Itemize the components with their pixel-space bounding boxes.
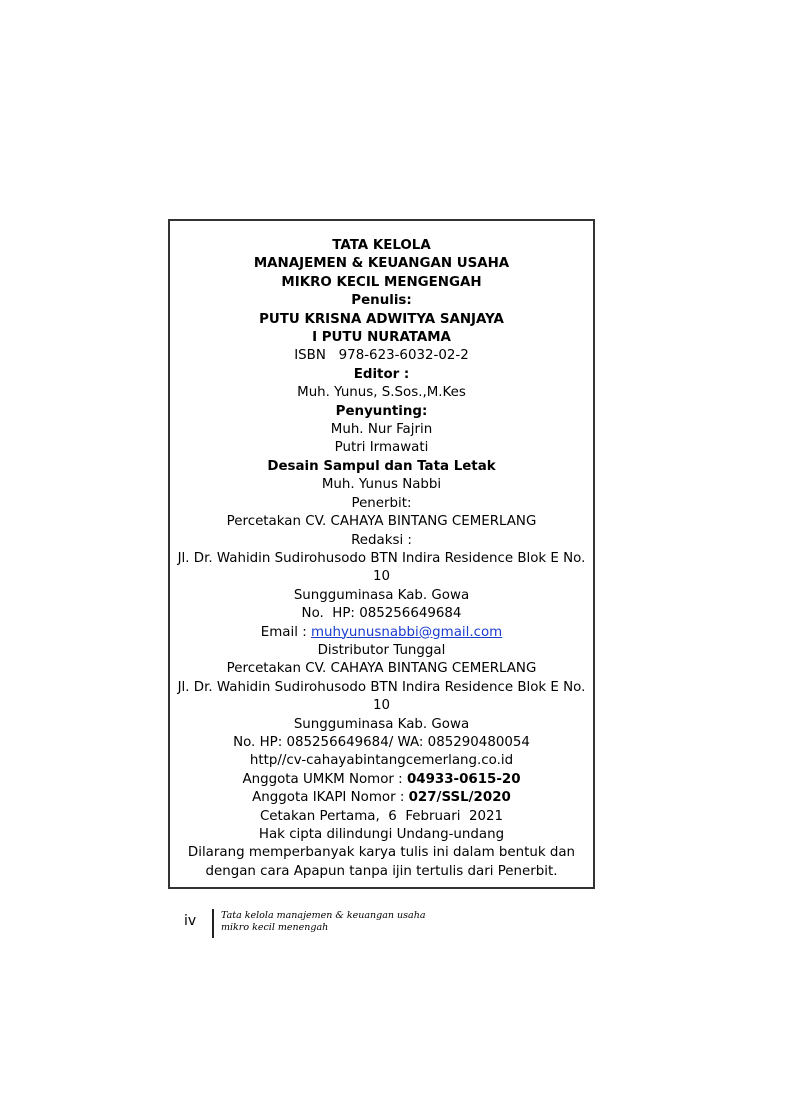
author-1: PUTU KRISNA ADWITYA SANJAYA xyxy=(259,311,504,327)
page-number: iv xyxy=(184,913,197,929)
editor-label: Editor : xyxy=(353,366,410,382)
imprint-box xyxy=(168,219,595,889)
email-link[interactable]: muhyunusnabbi@gmail.com xyxy=(310,624,503,640)
book-title-line-2: MANAJEMEN & KEUANGAN USAHA xyxy=(253,256,510,272)
copyright-notice: Hak cipta dilindungi Undang-undang xyxy=(258,827,505,842)
editor-name: Muh. Yunus, S.Sos.,M.Kes xyxy=(297,385,466,401)
publisher-label: Penerbit: xyxy=(351,495,412,511)
publisher-name: Percetakan CV. CAHAYA BINTANG CEMERLANG xyxy=(226,514,537,530)
distributor-name: Percetakan CV. CAHAYA BINTANG CEMERLANG xyxy=(226,661,537,677)
author-2: I PUTU NURATAMA xyxy=(312,330,451,346)
editorial-city: Sungguminasa Kab. Gowa xyxy=(293,587,470,603)
distributor-phone: No. HP: 085256649684/ WA: 085290480054 xyxy=(233,734,530,750)
copyeditor-label: Penyunting: xyxy=(335,403,428,419)
email-line xyxy=(170,624,593,642)
book-title-line-3: MIKRO KECIL MENGENGAH xyxy=(281,274,482,290)
design-label: Desain Sampul dan Tata Letak xyxy=(267,458,496,474)
authors-label: Penulis: xyxy=(351,293,412,309)
copyeditor-1: Muh. Nur Fajrin xyxy=(330,422,433,438)
edition: Cetakan Pertama, 6 Februari 2021 xyxy=(259,808,504,824)
footer-divider xyxy=(212,909,214,938)
editorial-phone: No. HP: 085256649684 xyxy=(301,606,462,622)
distributor-city: Sungguminasa Kab. Gowa xyxy=(293,716,470,732)
editorial-address: Jl. Dr. Wahidin Sudirohusodo BTN Indira Residence Blok E No. 10 xyxy=(177,550,586,585)
umkm-line xyxy=(170,771,593,789)
running-title xyxy=(221,910,426,934)
running-title-line-1: Tata kelola manajemen & keuangan usaha xyxy=(221,910,426,921)
copyeditor-2: Putri Irmawati xyxy=(334,440,429,456)
umkm-number: 04933-0615-20 xyxy=(406,771,521,787)
book-title-line-1: TATA KELOLA xyxy=(332,238,431,253)
email-label: Email : xyxy=(260,624,311,640)
ikapi-number: 027/SSL/2020 xyxy=(408,790,511,806)
running-title-line-2: mikro kecil menengah xyxy=(221,922,329,933)
ikapi-line xyxy=(170,789,593,807)
website: http//cv-cahayabintangcemerlang.co.id xyxy=(249,753,514,769)
imprint-text xyxy=(170,237,593,881)
prohibition-notice: Dilarang memperbanyak karya tulis ini dalam bentuk dan dengan cara Apapun tanpa ijin tertulis dari Penerbit. xyxy=(187,845,576,879)
isbn: ISBN 978-623-6032-02-2 xyxy=(294,348,469,364)
distributor-address: Jl. Dr. Wahidin Sudirohusodo BTN Indira Residence Blok E No. 10 xyxy=(177,679,586,714)
editorial-label: Redaksi : xyxy=(351,532,412,548)
umkm-label: Anggota UMKM Nomor : xyxy=(242,771,407,787)
distributor-label: Distributor Tunggal xyxy=(317,642,446,658)
design-name: Muh. Yunus Nabbi xyxy=(321,477,442,493)
ikapi-label: Anggota IKAPI Nomor : xyxy=(252,790,409,806)
